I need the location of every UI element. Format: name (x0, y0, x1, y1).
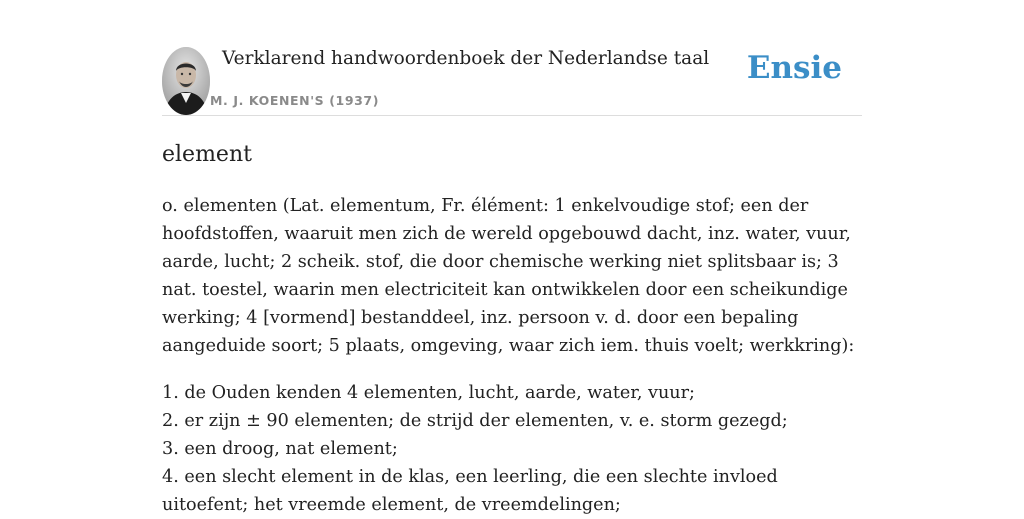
brand-logo-link[interactable]: Ensie (746, 50, 842, 86)
book-title: Verklarend handwoordenboek der Nederlandse taal (222, 48, 710, 69)
example-item: 1. de Ouden kenden 4 elementen, lucht, aarde, water, vuur; (162, 383, 695, 403)
entry-headword: element (162, 142, 252, 167)
entry-definition: o. elementen (Lat. elementum, Fr. élément: 1 enkelvoudige stof; een der hoofdstoffen, waaruit men zich de wereld opgebouwd dacht, inz. water, vuur, aarde, lucht; 2 scheik. stof, die door chemische werking niet splitsbaar is; 3 nat. toestel, waarin men electriciteit kan ontwikkelen door een scheikundige werking; 4 [vormend] bestanddeel, inz. persoon v. d. door een bepaling aangeduide soort; 5 plaats, omgeving, waar zich iem. thuis voelt; werkkring): (162, 196, 855, 356)
author-portrait (162, 47, 210, 115)
example-item: 2. er zijn ± 90 elementen; de strijd der elementen, v. e. storm gezegd; (162, 411, 788, 431)
page (162, 0, 862, 515)
book-author: M. J. KOENEN'S (1937) (210, 93, 380, 108)
example-item: 4. een slecht element in de klas, een leerling, die een slechte invloed uitoefent; het vreemde element, de vreemdelingen; (162, 467, 778, 515)
entry-examples (162, 379, 862, 519)
example-item: 3. een droog, nat element; (162, 439, 398, 459)
header (162, 0, 862, 116)
